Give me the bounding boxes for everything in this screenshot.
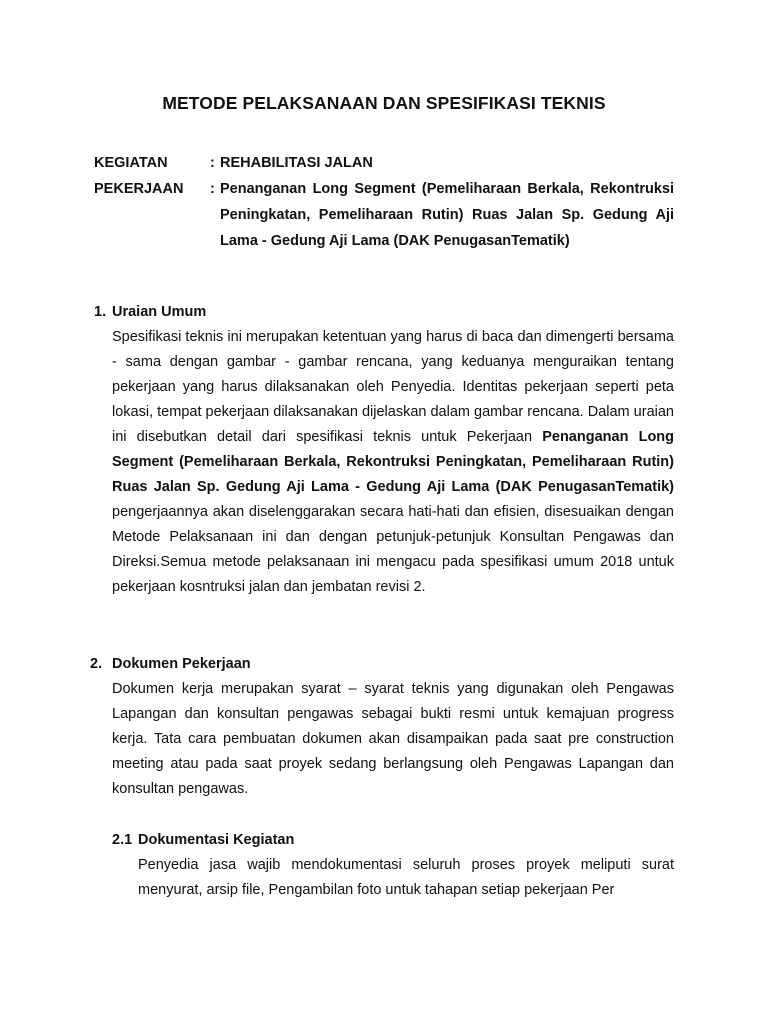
section-number: 1.: [94, 304, 107, 320]
pekerjaan-value: Penanganan Long Segment (Pemeliharaan Berkala, Rekontruksi Peningkatan, Pemeliharaan Rutin) Ruas Jalan Sp. Gedung Aji Lama - Gedung Aji Lama (DAK PenugasanTematik): [220, 181, 674, 249]
meta-row-pekerjaan: [94, 176, 674, 254]
section-number: 2.1: [112, 832, 133, 848]
section-title: Uraian Umum: [112, 304, 207, 320]
section-paragraph: Penyedia jasa wajib mendokumentasi seluruh proses proyek meliputi surat menyurat, arsip file, Pengambilan foto untuk tahapan setiap pekerjaan Per: [138, 857, 674, 898]
section-heading: [94, 300, 674, 325]
section-heading: [90, 652, 674, 677]
section-paragraph: Dokumen kerja merupakan syarat – syarat teknis yang digunakan oleh Pengawas Lapangan dan konsultan pengawas sebagai bukti resmi untuk kemajuan progress kerja. Tata cara pembuatan dokumen akan disampaikan pada saat pre construction meeting atau pada saat proyek sedang berlangsung oleh Pengawas Lapangan dan konsultan pengawas.: [112, 681, 674, 797]
subsection-dokumentasi-kegiatan: [112, 828, 674, 903]
section-title: Dokumentasi Kegiatan: [138, 832, 295, 848]
pekerjaan-label: PEKERJAAN: [94, 181, 184, 197]
section-heading: [112, 828, 674, 853]
section-number: 2.: [90, 656, 103, 672]
section-uraian-umum: [94, 300, 674, 600]
paragraph-bold-text: Penanganan Long Segment (Pemeliharaan Berkala, Rekontruksi Peningkatan, Pemeliharaan Rutin) Ruas Jalan Sp. Gedung Aji Lama - Gedung Aji Lama (DAK PenugasanTematik): [112, 429, 675, 495]
document-meta: [94, 150, 674, 254]
section-paragraph: [112, 325, 674, 600]
kegiatan-colon: :: [210, 155, 215, 171]
kegiatan-label: KEGIATAN: [94, 155, 168, 171]
section-dokumen-pekerjaan: [90, 652, 674, 802]
kegiatan-value: REHABILITASI JALAN: [220, 155, 373, 171]
section-title: Dokumen Pekerjaan: [112, 656, 251, 672]
page-title: METODE PELAKSANAAN DAN SPESIFIKASI TEKNIS: [162, 93, 606, 113]
meta-row-kegiatan: [94, 150, 674, 176]
paragraph-text: Spesifikasi teknis ini merupakan ketentuan yang harus di baca dan dimengerti bersama - sama dengan gambar - gambar rencana, yang keduanya menguraikan tentang pekerjaan yang harus dilaksanakan oleh Penyedia. Identitas pekerjaan seperti peta lokasi, tempat pekerjaan dilaksanakan dijelaskan dalam gambar rencana. Dalam uraian ini disebutkan detail dari spesifikasi teknis untuk Pekerjaan: [112, 329, 674, 445]
paragraph-text-continued: pengerjaannya akan diselenggarakan secara hati-hati dan efisien, disesuaikan dengan Metode Pelaksanaan ini dan dengan petunjuk-petunjuk Konsultan Pengawas dan Direksi.Semua metode pelaksanaan ini mengacu pada spesifikasi umum 2018 untuk pekerjaan kosntruksi jalan dan jembatan revisi 2.: [112, 504, 674, 595]
pekerjaan-colon: :: [210, 181, 215, 197]
